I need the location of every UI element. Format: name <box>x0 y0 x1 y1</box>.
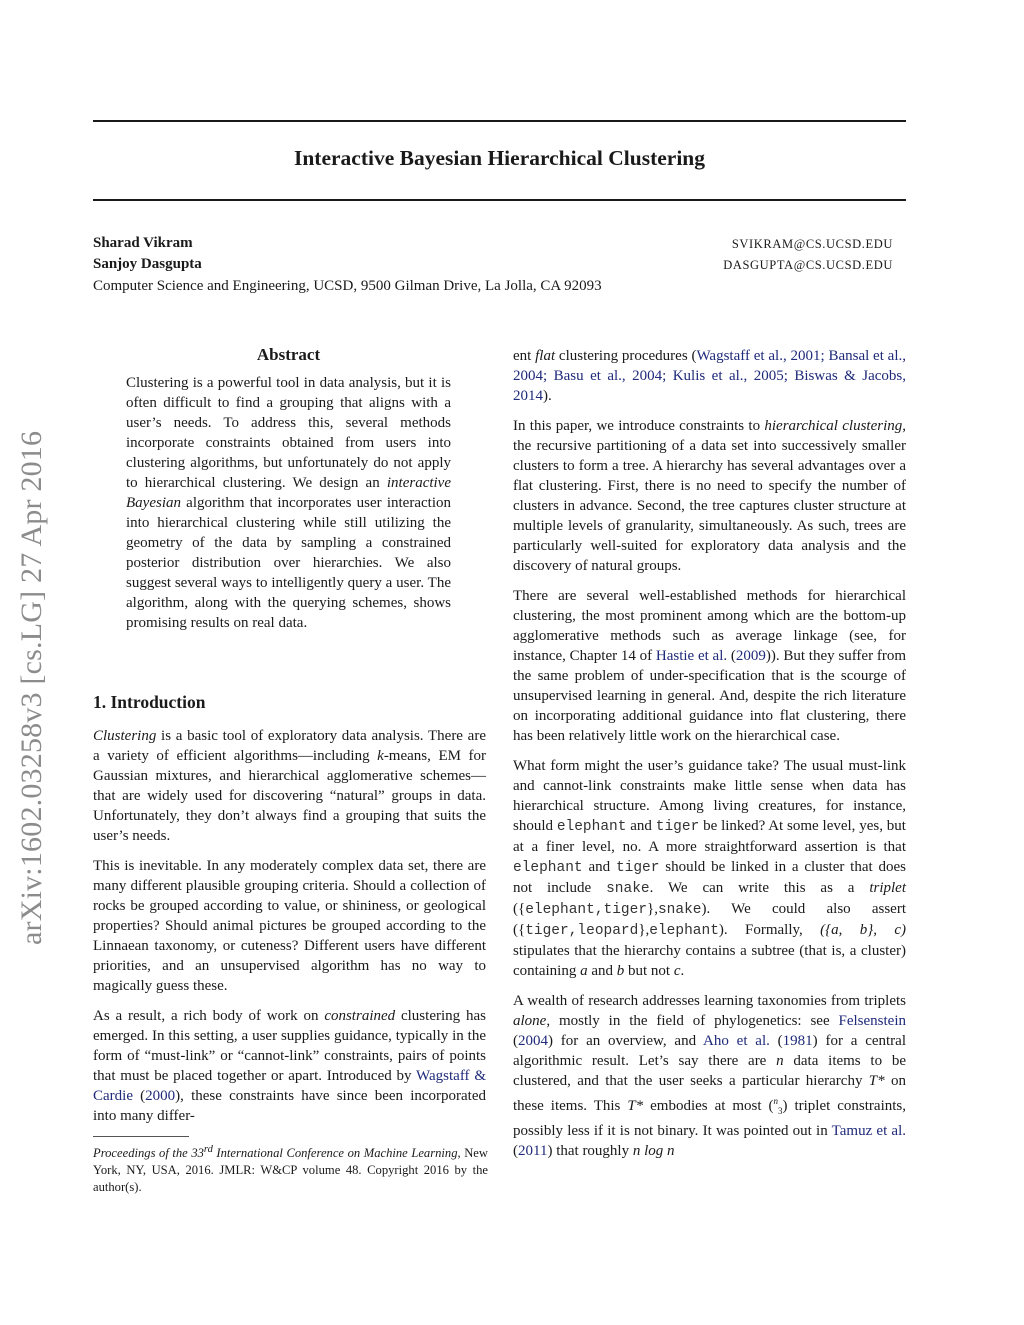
paragraph: ent flat clustering procedures (Wagstaff et al., 2001; Bansal et al., 2004; Basu et al., 2004; Kulis et al., 2005; Biswas & Jacobs, 2014). <box>513 348 907 404</box>
citation-year-link[interactable]: 2009 <box>735 648 766 664</box>
footnote-rule <box>93 1136 189 1137</box>
author-email[interactable]: DASGUPTA@CS.UCSD.EDU <box>723 258 893 272</box>
abstract-section <box>126 344 451 643</box>
paragraph: In this paper, we introduce constraints to hierarchical clustering, the recursive partitioning of a data set into successively smaller clusters to form a tree. A hierarchy has several advantages over a flat clustering. First, there is no need to specify the number of clusters in advance. Second, the tree captures cluster structure at multiple levels of granularity, simultaneously. As such, trees are particularly well-suited for exploratory data analysis and the discovery of natural groups. <box>513 418 906 574</box>
citation-year-link[interactable]: 2004 <box>518 1033 548 1049</box>
paragraph: As a result, a rich body of work on constrained clustering has emerged. In this setting, a user supplies guidance, typically in the form of “must-link” or “cannot-link” constraints, pairs of points that must be placed together or apart. Introduced by Wagstaff & Cardie (2000), these constraints have since been incorporated into many differ- <box>93 1008 486 1124</box>
author-name: Sharad Vikram <box>93 235 193 251</box>
citation-link[interactable]: Wagstaff & Cardie <box>93 1068 486 1104</box>
title-bottom-rule <box>93 199 906 201</box>
author-name: Sanjoy Dasgupta <box>93 256 202 272</box>
binomial-coefficient: ($^n_3$) <box>768 1096 788 1116</box>
citation-year-link[interactable]: 2011 <box>518 1143 548 1159</box>
affiliation: Computer Science and Engineering, UCSD, 9500 Gilman Drive, La Jolla, CA 92093 <box>93 278 602 294</box>
introduction-right-column <box>513 346 906 1171</box>
paragraph: Clustering is a basic tool of exploratory data analysis. There are a variety of efficient algorithms—including k-means, EM for Gaussian mixtures, and hierarchical agglomerative schemes—that are widely used for discovering “natural” groups in data. Unfortunately, they don’t always find a grouping that suits the user’s needs. <box>93 728 486 844</box>
citation-link[interactable]: Felsenstein <box>838 1013 906 1029</box>
abstract-text: Clustering is a powerful tool in data analysis, but it is often difficult to find a grouping that aligns with a user’s needs. To address this, several methods incorporate constraints obtained from users into clustering algorithms, but unfortunately do not apply to hierarchical clustering. We design an interactive Bayesian algorithm that incorporates user interaction into hierarchical clustering while still utilizing the geometry of the data by sampling a constrained posterior distribution over hierarchies. We also suggest several ways to intelligently query a user. The algorithm, along with the querying schemes, shows promising results on real data. <box>126 375 451 631</box>
paper-title: Interactive Bayesian Hierarchical Clustering <box>293 146 706 170</box>
citation-link[interactable]: Aho et al. <box>703 1033 770 1049</box>
section-heading: 1. Introduction <box>93 692 206 712</box>
citation-link[interactable]: Tamuz et al. <box>831 1123 907 1139</box>
footnote: Proceedings of the 33rd International Conference on Machine Learning, New York, NY, USA, 2016. JMLR: W&CP volume 48. Copyright 2016 by the author(s). <box>93 1144 488 1195</box>
citation-year-link[interactable]: 2000 <box>145 1088 176 1104</box>
arxiv-stamp: arXiv:1602.03258v3 [cs.LG] 27 Apr 2016 <box>15 430 48 945</box>
paragraph: This is inevitable. In any moderately complex data set, there are many different plausible grouping criteria. Should a collection of rocks be grouped according to value, or shininess, or geological properties? Should animal pictures be grouped according to the Linnaean taxonomy, or cuteness? Different users have different priorities, and an unsupervised algorithm has no way to magically guess these. <box>93 858 486 994</box>
introduction-left-column <box>93 691 486 1136</box>
paragraph: What form might the user’s guidance take? The usual must-link and cannot-link constraints make little sense when data has hierarchical structure. Among living creatures, for instance, should elephant and tiger be linked? At some level, yes, but at a finer level, no. A more straightforward assertion is that elephant and tiger should be linked in a cluster that does not include snake. We can write this as a triplet ({elephant,tiger},snake). We could also assert ({tiger,leopard},elephant). Formally, ({a, b}, c) stipulates that the hierarchy contains a subtree (that is, a cluster) containing a and b but not c. <box>513 758 906 979</box>
author-email[interactable]: SVIKRAM@CS.UCSD.EDU <box>731 237 893 251</box>
citation-link[interactable]: Hastie et al. <box>655 648 728 664</box>
paragraph: A wealth of research addresses learning taxonomies from triplets alone, mostly in the field of phylogenetics: see Felsenstein (2004) for an overview, and Aho et al. (1981) for a central algorithmic result. Let’s say there are n data items to be clustered, and that the user seeks a particular hierarchy T* on these items. This T* embodies at most ($^n_3$) triplet constraints, possibly less if it is not binary. It was pointed out in Tamuz et al. (2011) that roughly n log n <box>513 993 907 1159</box>
citation-year-link[interactable]: 1981 <box>782 1033 813 1049</box>
abstract-heading: Abstract <box>256 345 321 364</box>
top-rule <box>93 120 906 122</box>
paragraph: There are several well-established methods for hierarchical clustering, the most prominent among which are the bottom-up agglomerative methods such as average linkage (see, for instance, Chapter 14 of Hastie et al. (2009)). But they suffer from the same problem of under-specification that is the scourge of unsupervised learning in general. And, despite the rich literature on incorporating additional guidance into flat clustering, there has been relatively little work on the hierarchical case. <box>513 588 906 744</box>
citation-link[interactable]: Wagstaff et al., 2001; Bansal et al., 2004; Basu et al., 2004; Kulis et al., 2005; Biswas & Jacobs, 2014 <box>513 348 907 404</box>
